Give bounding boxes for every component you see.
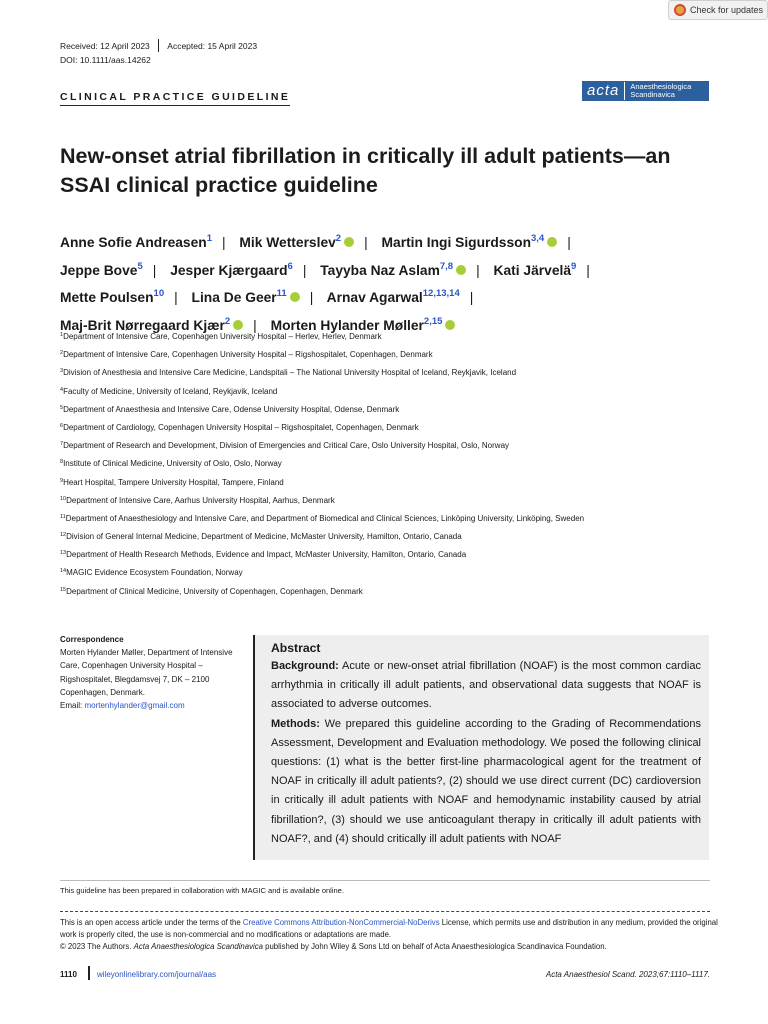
- author-separator: |: [302, 262, 307, 278]
- affiliation: $^{13}$Department of Health Research Methods, Evidence and Impact, McMaster University, Hamilton, Ontario, Canada: [60, 550, 467, 560]
- citation: Acta Anaesthesiol Scand. 2023;67:1110–1117.: [545, 970, 710, 979]
- affiliation: $^9$Heart Hospital, Tampere University Hospital, Tampere, Finland: [60, 477, 284, 487]
- author-affiliation-ref: 10: [153, 288, 165, 299]
- affiliation-list: [60, 332, 730, 605]
- abstract-background: Background: Acute or new-onset atrial fibrillation (NOAF) is the most common cardiac arrhythmia in critically ill adult patients, and observational data suggests that NOAF is associated to adverse outcomes.: [271, 660, 701, 711]
- author-affiliation-ref: 1: [206, 233, 212, 244]
- author-affiliation-ref: 5: [137, 260, 143, 272]
- section-rule: [60, 105, 290, 106]
- journal-logo-name: [630, 83, 691, 99]
- affiliation: $^{10}$Department of Intensive Care, Aarhus University Hospital, Aarhus, Denmark: [60, 495, 335, 505]
- footer-separator: [88, 966, 90, 980]
- license-notice: This is an open access article under the terms of the Creative Commons Attribution-NonCommercial-NoDerivs License, which permits use and distribution in any medium, provided the original work is properly cited, the use is non-commercial and no modifications or adaptations are made. © 2023 The Authors. Acta Anaesthesiologica Scandinavica published by John Wiley & Sons Ltd on behalf of Acta Anaesthesiologica Scandinavica Foundation.: [60, 918, 718, 951]
- abstract-methods: Methods: We prepared this guideline according to the Grading of Recommendations Assessment, Development and Evaluation methodology. We posed the following clinical questions: (1) what is the better first-line pharmacological agent for the treatment of NOAF in critically ill adult patients?, (2) should we use direct current (DC) cardioversion in critically ill adult patients with NOAF and hemodynamic instability caused by atrial fibrillation?, (3) should we use anticoagulant therapy in critically ill adult patients with NOAF?, and (4) should critically ill adult patients with NOAF: [271, 717, 701, 845]
- correspondence-email-link[interactable]: mortenhylander@gmail.com: [84, 701, 185, 711]
- orcid-icon[interactable]: [344, 237, 354, 247]
- doi[interactable]: DOI: 10.1111/aas.14262: [60, 55, 151, 65]
- affiliation: $^8$Institute of Clinical Medicine, University of Oslo, Oslo, Norway: [60, 459, 282, 469]
- author[interactable]: Jeppe Bove$^5$: [60, 260, 143, 278]
- journal-logo-line2: Scandinavica: [630, 90, 675, 99]
- author-separator: |: [174, 290, 178, 305]
- crossmark-icon: [674, 4, 686, 16]
- footnote-divider: [60, 880, 710, 881]
- author[interactable]: Jesper Kjærgaard$^6$: [170, 260, 293, 278]
- abstract-heading: Abstract: [271, 641, 321, 655]
- correspondence-email-line: Email: mortenhylander@gmail.com: [60, 701, 185, 711]
- footnote: This guideline has been prepared in collaboration with MAGIC and is available online.: [60, 886, 344, 895]
- author[interactable]: Mik Wetterslev$^2$: [239, 235, 354, 250]
- check-for-updates-button[interactable]: [668, 0, 768, 20]
- author-list: [60, 227, 730, 337]
- author-affiliation-ref: 2: [335, 233, 342, 244]
- affiliation: $^7$Department of Research and Development, Division of Emergencies and Critical Care, Oslo University Hospital, Oslo, Norway: [60, 441, 510, 451]
- author-affiliation-ref: 12,13,14: [422, 288, 460, 299]
- abstract: [253, 635, 709, 860]
- affiliation: $^{11}$Department of Anaesthesiology and Intensive Care, and Department of Biomedical and Clinical Sciences, Linköping University, Linköping, Sweden: [60, 513, 585, 523]
- author[interactable]: Lina De Geer$^{11}$: [192, 290, 300, 305]
- license-divider: [60, 911, 710, 912]
- author-separator: |: [476, 262, 480, 278]
- author[interactable]: Martin Ingi Sigurdsson$^{3,4}$: [382, 235, 558, 250]
- author-separator: |: [364, 235, 368, 250]
- affiliation: $^6$Department of Cardiology, Copenhagen University Hospital – Rigshospitalet, Copenhagen, Denmark: [60, 422, 419, 432]
- article-dates: [60, 39, 257, 52]
- author[interactable]: Kati Järvelä$^9$: [493, 260, 577, 278]
- journal-logo-mark: acta: [587, 82, 625, 100]
- affiliation: $^5$Department of Anaesthesia and Intensive Care, Odense University Hospital, Odense, Denmark: [60, 404, 400, 414]
- orcid-icon[interactable]: [233, 320, 243, 330]
- author-separator: |: [152, 262, 157, 278]
- author-separator: |: [253, 317, 257, 333]
- journal-logo-line1: Anaesthesiologica: [630, 82, 692, 91]
- page-number: 1110: [60, 970, 77, 979]
- cc-license-link[interactable]: Creative Commons Attribution-NonCommercial-NoDerivs: [242, 918, 440, 927]
- received-date: Received: 12 April 2023: [60, 40, 150, 51]
- date-separator: [158, 39, 160, 52]
- affiliation: $^1$Department of Intensive Care, Copenhagen University Hospital – Herlev, Herlev, Denmark: [60, 332, 382, 341]
- author[interactable]: Maj-Brit Nørregaard Kjær$^2$: [60, 318, 243, 333]
- correspondence-heading: Correspondence: [60, 635, 124, 644]
- author-affiliation-ref: 2,15: [423, 315, 443, 327]
- author-separator: |: [567, 235, 571, 250]
- correspondence: [60, 633, 245, 712]
- author[interactable]: Arnav Agarwal$^{12,13,14}$: [326, 288, 460, 305]
- author-affiliation-ref: 7,8: [439, 260, 454, 272]
- author[interactable]: Tayyba Naz Aslam$^{7,8}$: [320, 263, 466, 278]
- orcid-icon[interactable]: [290, 292, 300, 302]
- author[interactable]: Anne Sofie Andreasen$^1$: [60, 233, 212, 250]
- accepted-date: Accepted: 15 April 2023: [167, 40, 258, 51]
- author[interactable]: Morten Hylander Møller$^{2,15}$: [271, 318, 456, 333]
- author-affiliation-ref: 3,4: [531, 233, 545, 244]
- affiliation: $^{12}$Division of General Internal Medicine, Department of Medicine, McMaster University, Hamilton, Ontario, Canada: [60, 532, 462, 542]
- author-separator: |: [586, 262, 590, 278]
- author-separator: |: [469, 290, 474, 305]
- author-affiliation-ref: 2: [224, 315, 231, 327]
- orcid-icon[interactable]: [547, 237, 557, 247]
- section-label: CLINICAL PRACTICE GUIDELINE: [60, 91, 291, 103]
- correspondence-body: Morten Hylander Møller, Department of Intensive Care, Copenhagen University Hospital – Rigshospitalet, Blegdamsvej 7, DK – 2100 Copenhagen, Denmark.: [60, 648, 233, 697]
- author-separator: |: [309, 290, 314, 305]
- journal-logo[interactable]: [582, 81, 709, 101]
- affiliation: $^{15}$Department of Clinical Medicine, University of Copenhagen, Copenhagen, Denmark: [60, 586, 363, 596]
- author-affiliation-ref: 6: [287, 260, 293, 272]
- orcid-icon[interactable]: [445, 320, 455, 330]
- author-affiliation-ref: 11: [276, 288, 287, 299]
- affiliation: $^{14}$MAGIC Evidence Ecosystem Foundation, Norway: [60, 568, 243, 578]
- author-affiliation-ref: 9: [571, 260, 577, 272]
- journal-url-link[interactable]: wileyonlinelibrary.com/journal/aas: [97, 970, 217, 979]
- author-separator: |: [221, 235, 226, 250]
- affiliation: $^3$Division of Anesthesia and Intensive Care Medicine, Landspitali – The National University Hospital of Iceland, Reykjavik, Iceland: [60, 368, 517, 378]
- affiliation: $^2$Department of Intensive Care, Copenhagen University Hospital – Rigshospitalet, Copenhagen, Denmark: [60, 350, 433, 360]
- author[interactable]: Mette Poulsen$^{10}$: [60, 288, 165, 305]
- check-for-updates-label: Check for updates: [690, 5, 764, 15]
- affiliation: $^4$Faculty of Medicine, University of Iceland, Reykjavik, Iceland: [60, 386, 278, 396]
- article-title: New-onset atrial fibrillation in critically ill adult patients—an SSAI clinical practice guideline: [60, 144, 671, 197]
- orcid-icon[interactable]: [456, 265, 466, 275]
